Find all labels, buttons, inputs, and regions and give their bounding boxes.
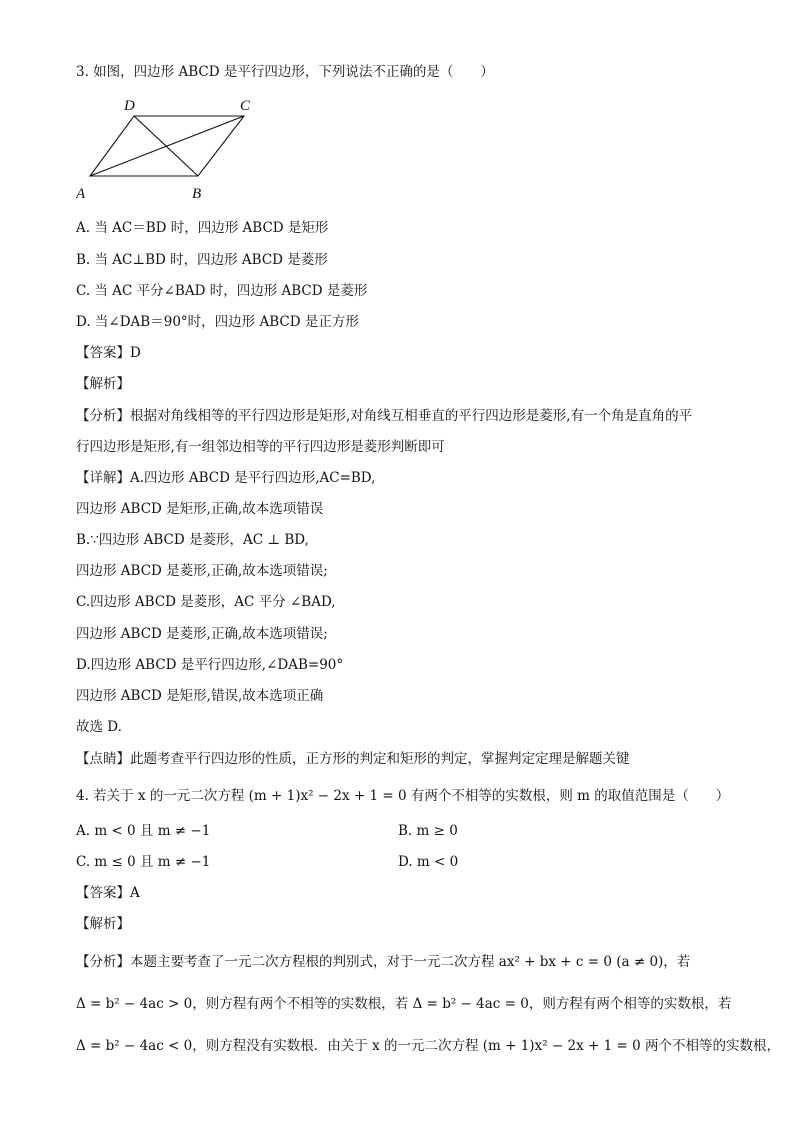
q4-analysis-line-1: 【分析】本题主要考查了一元二次方程根的判别式，对于一元二次方程 ax² + bx + c = 0 (a ≠ 0)，若: [76, 954, 691, 970]
q3-option-d: D. 当∠DAB＝90°时，四边形 ABCD 是正方形: [76, 314, 359, 330]
vertex-label-b: B: [192, 186, 202, 202]
q3-detail-line-1: 【详解】A.四边形 ABCD 是平行四边形,AC=BD,: [76, 470, 376, 486]
q3-analysis-line-1: 【分析】根据对角线相等的平行四边形是矩形,对角线互相垂直的平行四边形是菱形,有一个角是直角的平: [76, 408, 693, 424]
q4-stem: 4. 若关于 x 的一元二次方程 (m + 1)x² − 2x + 1 = 0 有两个不相等的实数根，则 m 的取值范围是（ ）: [76, 788, 730, 804]
q3-detail-line-5: C.四边形 ABCD 是菱形，AC 平分 ∠BAD,: [76, 594, 336, 610]
vertex-label-a: A: [76, 186, 86, 202]
q3-detail-line-3: B.∵四边形 ABCD 是菱形，AC ⊥ BD,: [76, 532, 309, 548]
parallelogram-figure: [76, 96, 276, 208]
diagonal-bd: [134, 116, 198, 176]
q3-comment: 【点睛】此题考查平行四边形的性质，正方形的判定和矩形的判定，掌握判定定理是解题关键: [76, 751, 630, 767]
q3-detail-line-8: 四边形 ABCD 是矩形,错误,故本选项正确: [76, 688, 324, 704]
vertex-label-c: C: [240, 98, 251, 114]
q3-answer: 【答案】D: [76, 345, 141, 361]
q3-detail-line-9: 故选 D.: [76, 719, 122, 735]
q3-option-b: B. 当 AC⊥BD 时，四边形 ABCD 是菱形: [76, 252, 328, 268]
q4-option-b: B. m ≥ 0: [398, 823, 458, 839]
q3-detail-line-2: 四边形 ABCD 是矩形,正确,故本选项错误: [76, 501, 324, 517]
q4-option-a: A. m < 0 且 m ≠ −1: [76, 823, 211, 839]
q3-detail-line-7: D.四边形 ABCD 是平行四边形,∠DAB=90°: [76, 657, 344, 673]
q3-detail-line-6: 四边形 ABCD 是菱形,正确,故本选项错误;: [76, 626, 328, 642]
q3-option-a: A. 当 AC＝BD 时，四边形 ABCD 是矩形: [76, 220, 329, 236]
q4-option-d: D. m < 0: [398, 854, 459, 870]
q3-stem: 3. 如图，四边形 ABCD 是平行四边形，下列说法不正确的是（ ）: [76, 64, 494, 80]
q4-analysis-line-2: Δ = b² − 4ac > 0，则方程有两个不相等的实数根，若 Δ = b² − 4ac = 0，则方程有两个相等的实数根，若: [76, 996, 732, 1012]
vertex-label-d: D: [124, 98, 135, 114]
q3-option-c: C. 当 AC 平分∠BAD 时，四边形 ABCD 是菱形: [76, 283, 368, 299]
q3-analysis-title: 【解析】: [76, 376, 130, 392]
q4-option-c: C. m ≤ 0 且 m ≠ −1: [76, 854, 211, 870]
q4-analysis-line-3: Δ = b² − 4ac < 0，则方程没有实数根．由关于 x 的一元二次方程 (m + 1)x² − 2x + 1 = 0 两个不相等的实数根，: [76, 1038, 780, 1054]
q4-analysis-title: 【解析】: [76, 916, 130, 932]
q3-analysis-line-2: 行四边形是矩形,有一组邻边相等的平行四边形是菱形判断即可: [76, 439, 445, 455]
q4-answer: 【答案】A: [76, 885, 140, 901]
q3-detail-line-4: 四边形 ABCD 是菱形,正确,故本选项错误;: [76, 563, 328, 579]
